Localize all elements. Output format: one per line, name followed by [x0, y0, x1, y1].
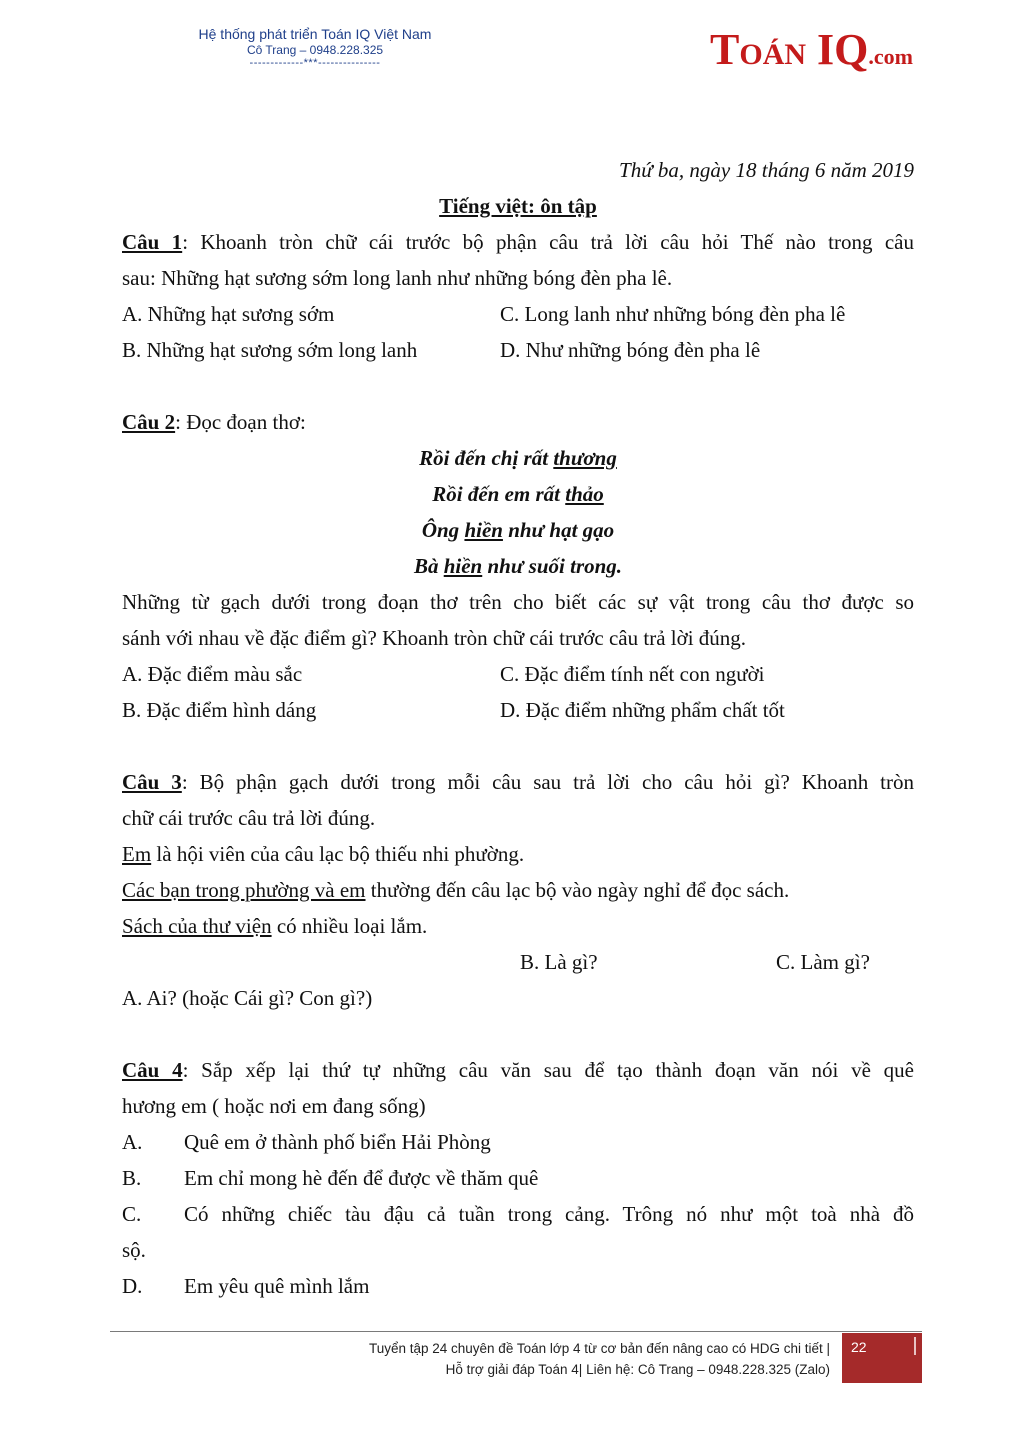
question-2-options-row1: [122, 656, 914, 692]
option-b: B. Những hạt sương sớm long lanh: [122, 338, 418, 362]
question-3-cont: chữ cái trước câu trả lời đúng.: [122, 806, 376, 830]
question-1: Câu 1: Khoanh tròn chữ cái trước bộ phận câu trả lời câu hỏi Thế nào trong câu: [122, 230, 914, 254]
option-b: B. Là gì?: [520, 950, 598, 974]
question-1-options-row2: [122, 332, 914, 368]
footer-line-1: Tuyển tập 24 chuyên đề Toán lớp 4 từ cơ bản đến nâng cao có HDG chi tiết |: [368, 1341, 830, 1356]
option-c: C. Long lanh như những bóng đèn pha lê: [500, 302, 846, 326]
poem-line-3: Ông hiền như hạt gạo: [421, 518, 615, 542]
document-date: Thứ ba, ngày 18 tháng 6 năm 2019: [619, 158, 914, 182]
question-2-options-row2: [122, 692, 914, 728]
option-b: B. Đặc điểm hình dáng: [122, 698, 317, 722]
list-item: D. Em yêu quê mình lắm: [122, 1274, 370, 1298]
sentence-1: Em là hội viên của câu lạc bộ thiếu nhi phường.: [122, 842, 525, 866]
sentence-3: Sách của thư viện có nhiều loại lắm.: [122, 914, 428, 938]
document-body: [122, 152, 914, 1304]
option-a: A. Những hạt sương sớm: [122, 302, 335, 326]
option-c: C. Đặc điểm tính nết con người: [500, 662, 765, 686]
document-title: Tiếng việt: ôn tập: [439, 194, 597, 218]
option-d: D. Đặc điểm những phẩm chất tốt: [500, 698, 785, 722]
poem-line-4: Bà hiền như suối trong.: [413, 554, 623, 578]
footer-divider: [110, 1331, 922, 1332]
question-4-cont: hương em ( hoặc nơi em đang sống): [122, 1094, 426, 1118]
list-item: C. Có những chiếc tàu đậu cả tuần trong cảng. Trông nó như một toà nhà đồ: [122, 1202, 914, 1226]
question-3-options: [122, 944, 914, 980]
list-item-cont: sộ.: [122, 1238, 146, 1262]
header-org: Hệ thống phát triển Toán IQ Việt Nam: [198, 26, 432, 42]
poem-line-1: Rồi đến chị rất thương: [419, 446, 617, 470]
toaniq-logo: TOÁN IQ.com: [710, 25, 913, 74]
header-info: [175, 26, 455, 70]
footer: [230, 1338, 830, 1380]
option-a: A. Ai? (hoặc Cái gì? Con gì?): [122, 986, 373, 1010]
footer-line-2: Hỗ trợ giải đáp Toán 4| Liên hệ: Cô Trang – 0948.228.325 (Zalo): [445, 1362, 830, 1377]
question-1-cont: sau: Những hạt sương sớm long lanh như những bóng đèn pha lê.: [122, 266, 673, 290]
question-2: Câu 2: Đọc đoạn thơ:: [122, 410, 306, 434]
sentence-2: Các bạn trong phường và em thường đến câu lạc bộ vào ngày nghỉ để đọc sách.: [122, 878, 790, 902]
poem-line-2: Rồi đến em rất thảo: [432, 482, 604, 506]
page-number: 22: [842, 1333, 922, 1383]
header-divider: -------------***---------------: [249, 57, 381, 69]
question-4: Câu 4: Sắp xếp lại thứ tự những câu văn sau để tạo thành đoạn văn nói về quê: [122, 1058, 914, 1082]
option-c: C. Làm gì?: [776, 950, 870, 974]
option-a: A. Đặc điểm màu sắc: [122, 662, 303, 686]
list-item: A. Quê em ở thành phố biển Hải Phòng: [122, 1130, 491, 1154]
question-2-prompt-cont: sánh với nhau về đặc điểm gì? Khoanh tròn chữ cái trước câu trả lời đúng.: [122, 626, 747, 650]
question-3: Câu 3: Bộ phận gạch dưới trong mỗi câu sau trả lời cho câu hỏi gì? Khoanh tròn: [122, 770, 914, 794]
header-contact: Cô Trang – 0948.228.325: [246, 43, 384, 57]
list-item: B. Em chỉ mong hè đến để được về thăm quê: [122, 1166, 539, 1190]
option-d: D. Như những bóng đèn pha lê: [500, 338, 761, 362]
question-1-options-row1: [122, 296, 914, 332]
question-2-prompt: Những từ gạch dưới trong đoạn thơ trên cho biết các sự vật trong câu thơ được so: [122, 590, 914, 614]
